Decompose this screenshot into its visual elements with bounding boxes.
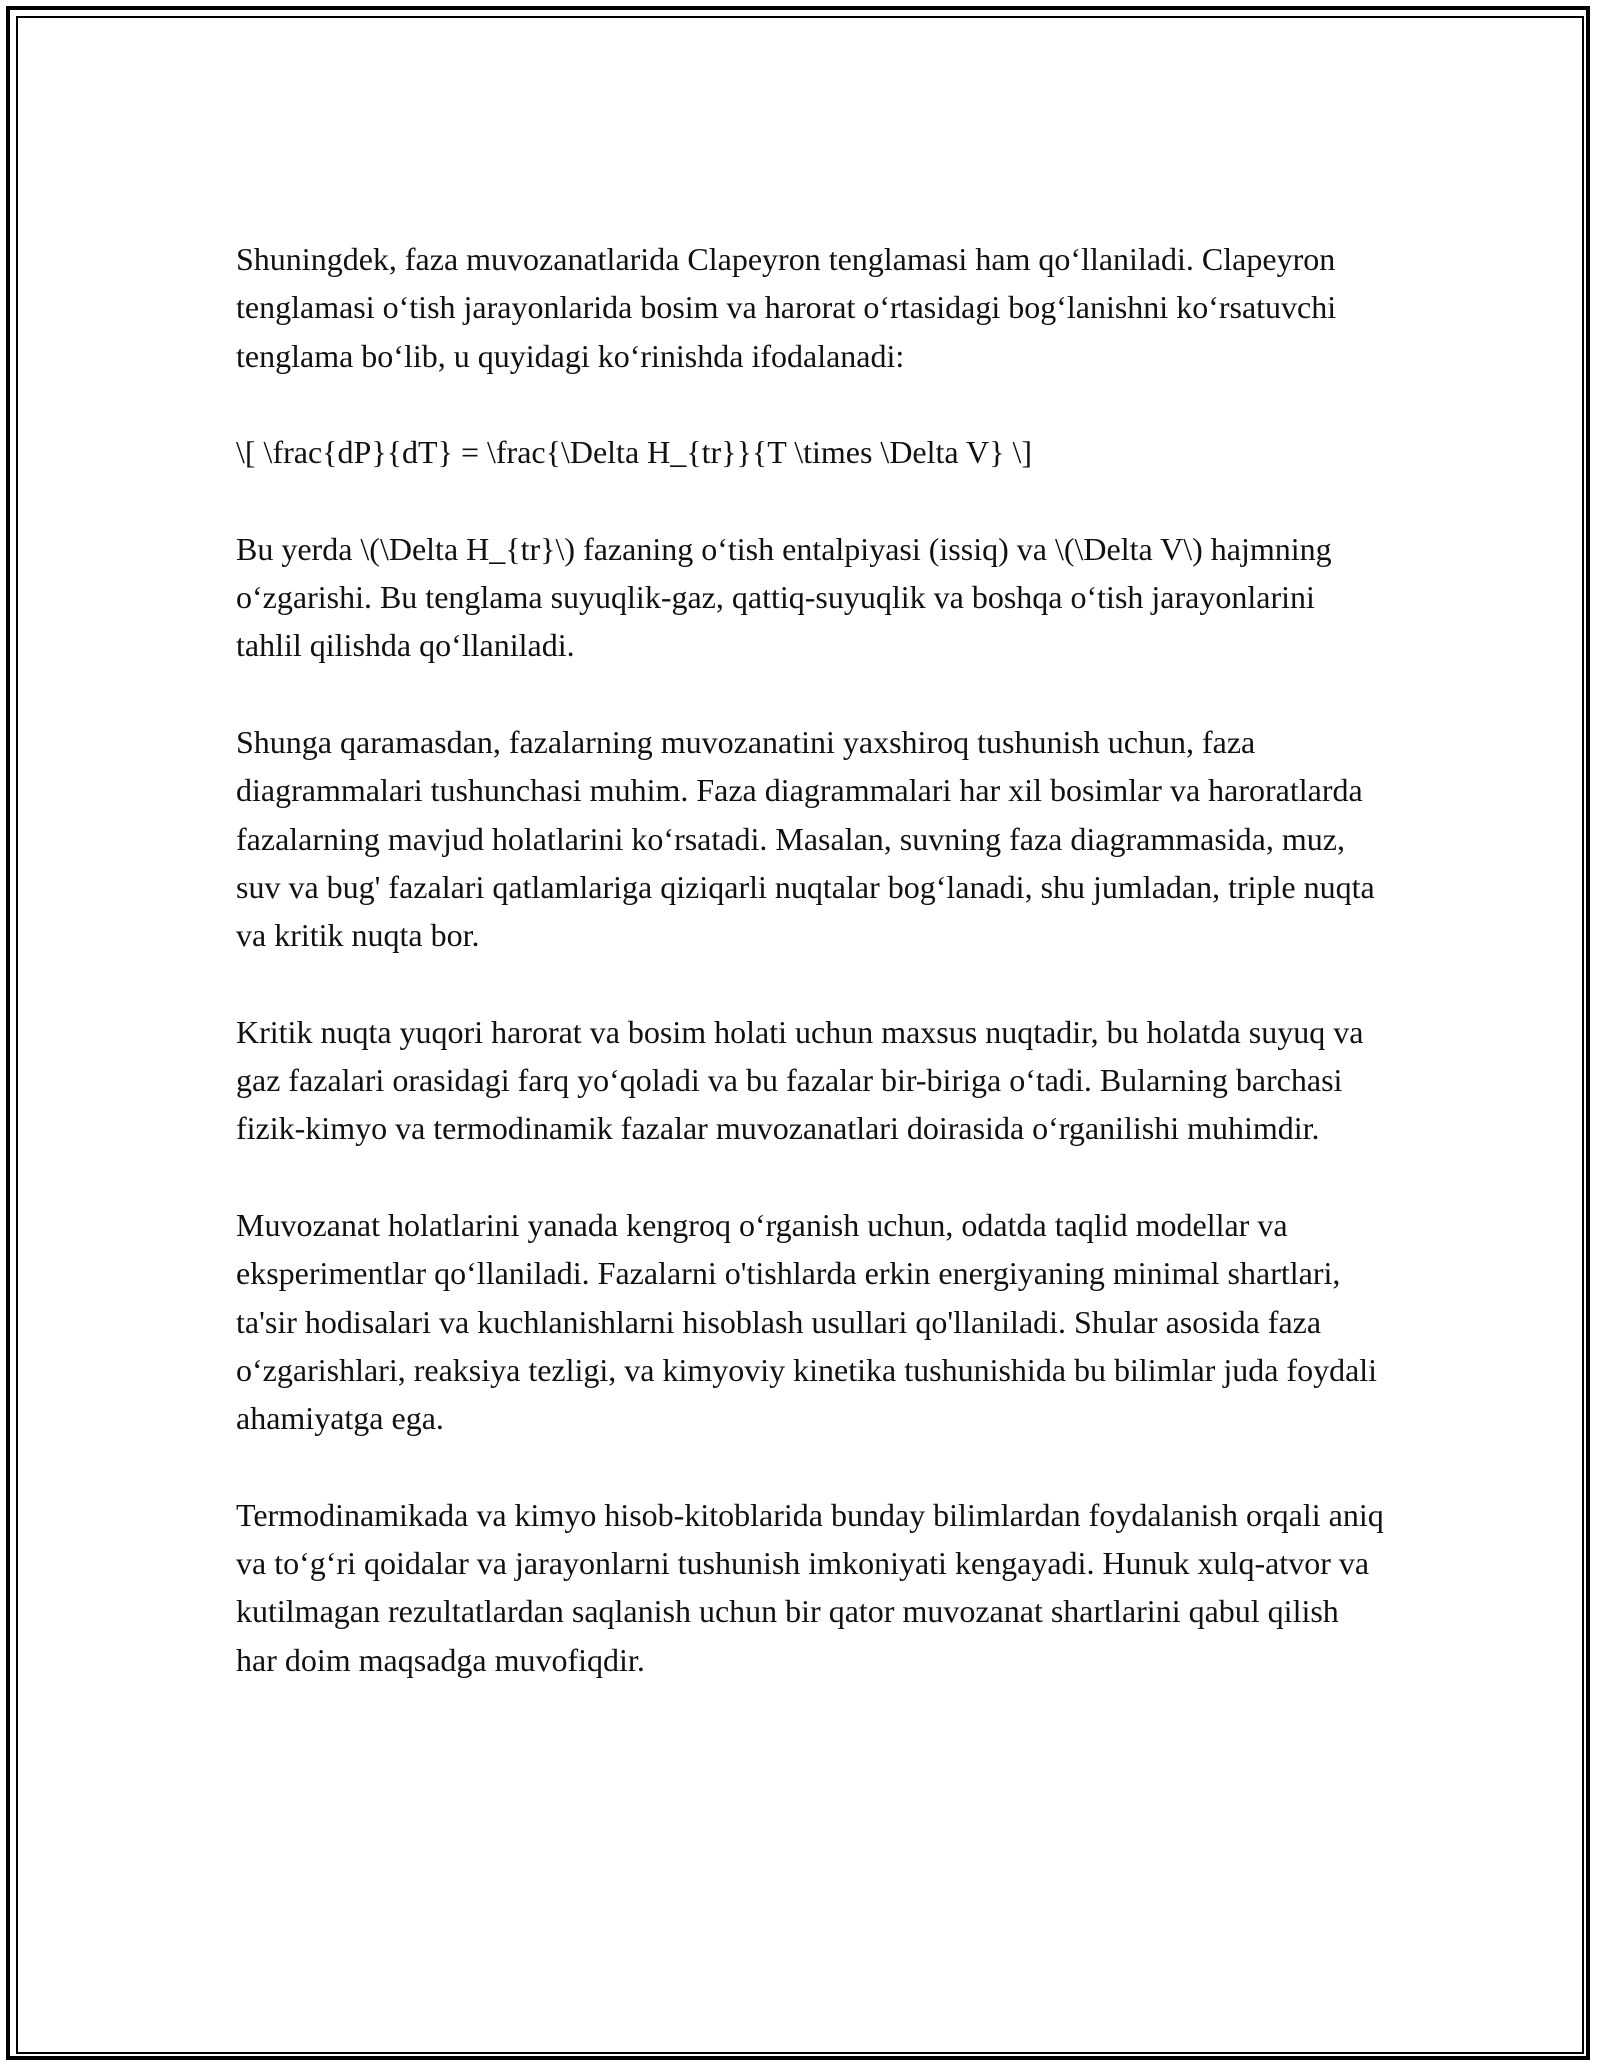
paragraph-critical-point: Kritik nuqta yuqori harorat va bosim holati uchun maxsus nuqtadir, bu holatda suyuq va gaz fazalari orasidagi farq yo‘qoladi va bu fazalar bir-biriga o‘tadi. Bularning barchasi fizik-kimyo va termodinamik fazalar muvozanatlari doirasida o‘rganilishi muhimdir. xyxy=(236,1013,1364,1147)
paragraph-clapeyron-intro: Shuningdek, faza muvozanatlarida Clapeyron tenglamasi ham qo‘llaniladi. Clapeyron tenglamasi o‘tish jarayonlarida bosim va harorat o‘rtasidagi bog‘lanishni ko‘rsatuvchi tenglama bo‘lib, u quyidagi ko‘rinishda ifodalanadi: xyxy=(236,241,1337,374)
paragraph-equilibrium-study: Muvozanat holatlarini yanada kengroq o‘rganish uchun, odatda taqlid modellar va eksperimentlar qo‘llaniladi. Fazalarni o'tishlarda erkin energiyaning minimal shartlari, ta'sir hodisalari va kuchlanishlarni hisoblash usullari qo'llaniladi. Shular asosida faza o‘zgarishlari, reaksiya tezligi, va kimyoviy kinetika tushunishida bu bilimlar juda foydali ahamiyatga ega. xyxy=(236,1206,1378,1437)
formula-clapeyron: \[ \frac{dP}{dT} = \frac{\Delta H_{tr}}{T \times \Delta V} \] xyxy=(236,434,1033,471)
paragraph-phase-diagrams: Shunga qaramasdan, fazalarning muvozanatini yaxshiroq tushunish uchun, faza diagrammalari tushunchasi muhim. Faza diagrammalari har xil bosimlar va haroratlarda fazalarning mavjud holatlarini ko‘rsatadi. Masalan, suvning faza diagrammasida, muz, suv va bug' fazalari qatlamlariga qiziqarli nuqtalar bog‘lanadi, shu jumladan, triple nuqta va kritik nuqta bor. xyxy=(236,723,1375,954)
paragraph-conclusion: Termodinamikada va kimyo hisob-kitoblarida bunday bilimlardan foydalanish orqali aniq va to‘g‘ri qoidalar va jarayonlarni tushunish imkoniyati kengayadi. Hunuk xulq-atvor va kutilmagan rezultatlardan saqlanish uchun bir qator muvozanat shartlarini qabul qilish har doim maqsadga muvofiqdir. xyxy=(236,1496,1384,1678)
paragraph-formula-explanation: Bu yerda \(\Delta H_{tr}\) fazaning o‘tish entalpiyasi (issiq) va \(\Delta V\) hajmning o‘zgarishi. Bu tenglama suyuqlik-gaz, qattiq-suyuqlik va boshqa o‘tish jarayonlarini tahlil qilishda qo‘llaniladi. xyxy=(236,530,1332,664)
document-body xyxy=(236,235,1386,1732)
